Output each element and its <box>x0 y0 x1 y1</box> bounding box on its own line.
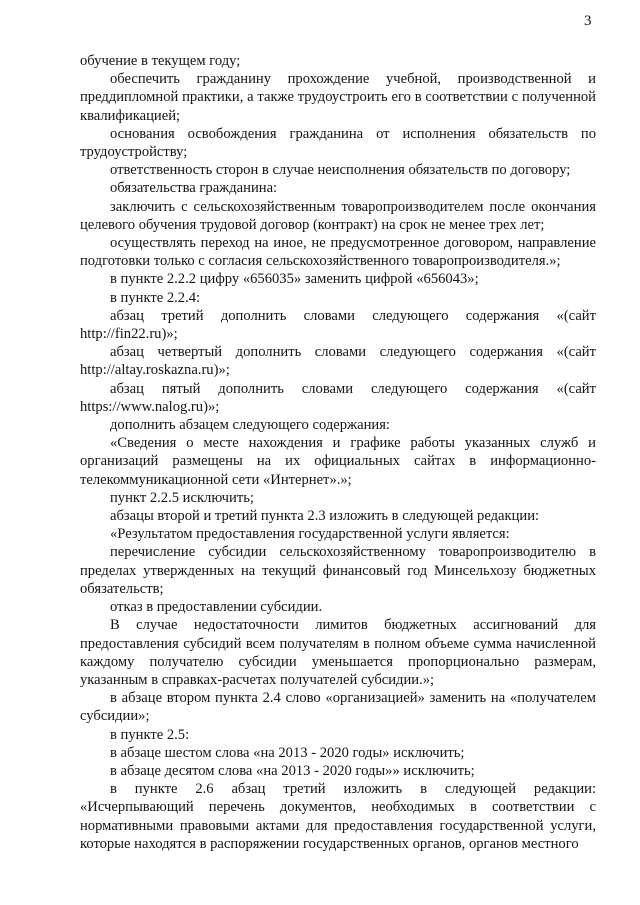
paragraph: в пункте 2.2.4: <box>110 289 201 306</box>
paragraph: абзацы второй и третий пункта 2.3 изложить в следующей редакции: <box>110 508 540 525</box>
paragraph: абзац третий дополнить словами следующего содержания «(сайт http://fin22.ru)»; <box>80 307 596 343</box>
paragraph: ответственность сторон в случае неисполнения обязательств по договору; <box>110 162 571 179</box>
paragraph: абзац четвертый дополнить словами следующего содержания «(сайт http://altay.roskazna.ru)»; <box>80 344 596 379</box>
paragraph: перечисление субсидии сельскохозяйственному товаропроизводителю в пределах утвержденных на текущий финансовый год Минсельхозу бюджетных обязательств; <box>80 544 596 597</box>
paragraph: обучение в текущем году; <box>80 53 241 69</box>
paragraph: пункт 2.2.5 исключить; <box>110 489 254 506</box>
paragraph: В случае недостаточности лимитов бюджетных ассигнований для предоставления субсидий всем получателям в полном объеме сумма начисленной каждому получателю субсидии уменьшается пропорционально размерам, указанным в справках-расчетах получателей субсидии.»; <box>80 617 596 688</box>
paragraph: основания освобождения гражданина от исполнения обязательств по трудоустройству; <box>80 125 596 161</box>
paragraph: заключить с сельскохозяйственным товаропроизводителем после окончания целевого обучения трудовой договор (контракт) на срок не менее трех лет; <box>80 198 596 233</box>
paragraph: в абзаце шестом слова «на 2013 - 2020 годы» исключить; <box>110 744 465 761</box>
paragraph: дополнить абзацем следующего содержания: <box>110 417 390 434</box>
paragraph: в пункте 2.6 абзац третий изложить в следующей редакции: «Исчерпывающий перечень документов, необходимых в соответствии с нормативными правовыми актами для предоставления государственной услуги, которые находятся в распоряжении государственных органов, органов местного <box>80 781 596 852</box>
paragraph: обязательства гражданина: <box>110 180 278 197</box>
paragraph: абзац пятый дополнить словами следующего содержания «(сайт https://www.nalog.ru)»; <box>80 380 596 415</box>
paragraph: в абзаце десятом слова «на 2013 - 2020 годы»» исключить; <box>110 762 475 779</box>
document-body <box>80 52 596 853</box>
paragraph: «Результатом предоставления государственной услуги является: <box>110 526 510 543</box>
paragraph: обеспечить гражданину прохождение учебной, производственной и преддипломной практики, а также трудоустроить его в соответствии с полученной квалификацией; <box>80 71 596 124</box>
paragraph: «Сведения о месте нахождения и графике работы указанных служб и организаций размещены на их официальных сайтах в информационно-телекоммуникационной сети «Интернет».»; <box>80 435 596 488</box>
paragraph: в абзаце втором пункта 2.4 слово «организацией» заменить на «получателем субсидии»; <box>80 690 596 725</box>
paragraph: отказ в предоставлении субсидии. <box>110 599 323 616</box>
paragraph: в пункте 2.5: <box>110 726 190 743</box>
paragraph: осуществлять переход на иное, не предусмотренное договором, направление подготовки только с согласия сельскохозяйственного товаропроизводителя.»; <box>80 235 596 270</box>
page-number: 3 <box>584 13 592 29</box>
paragraph: в пункте 2.2.2 цифру «656035» заменить цифрой «656043»; <box>110 271 479 288</box>
